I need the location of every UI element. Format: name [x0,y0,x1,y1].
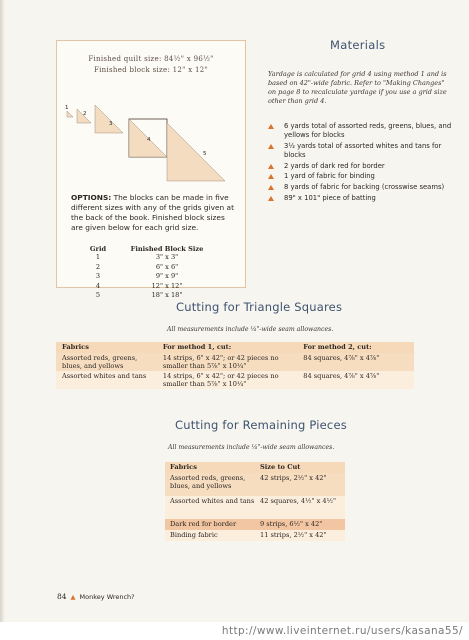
grid-block-size: 18" x 18" [151,291,183,300]
diagram-label-2: 2 [83,111,87,117]
cell-size: 42 strips, 2½" x 42" [260,474,327,482]
triangle-bullet-icon [268,185,274,190]
grid-header-grid: Grid [89,245,107,253]
header-method-1: For method 1, cut: [162,343,232,352]
materials-title: Materials [330,38,386,52]
options-text: The blocks can be made in five different sizes with any of the grids given at the back of the book. Finished block sizes are given below for each grid size. [71,193,234,232]
grid-block-size: 9" x 9" [155,272,179,281]
triangle-bullet-icon [268,124,274,129]
cutting-remaining-table [165,462,345,541]
triangle-bullet-icon [268,144,274,149]
cell-method-1: 14 strips, 6" x 42"; or 42 pieces no smaller than 5⅞" x 10¼" [162,372,279,389]
options-paragraph [71,193,237,233]
materials-item-text: 2 yards of dark red for border [284,161,385,170]
cutting-triangles-table [56,342,414,389]
table-row [165,496,345,519]
materials-item [268,142,454,160]
diagram-triangle-1 [67,111,73,117]
table-row [165,519,345,530]
grid-size-diagram [65,83,241,183]
page-footer [57,592,135,601]
cell-fabric: Binding fabric [170,531,218,540]
grid-number: 2 [95,262,101,271]
materials-intro: Yardage is calculated for grid 4 using method 1 and is based on 42"-wide fabric. Refer to "Making Changes" on page 8 to recalculate yardage if you use a grid size other than grid 4. [268,70,447,106]
page-spine-shadow [0,0,5,640]
triangle-bullet-icon [268,174,274,179]
grid-block-size: 12" x 12" [151,281,183,290]
table-row [56,353,414,371]
header-fabrics: Fabrics [62,343,89,352]
grid-block-size: 6" x 6" [155,262,179,271]
grid-table-row [77,253,227,263]
cell-method-2: 84 squares, 4⅞" x 4⅞" [303,372,380,380]
cutting-remaining-note: All measurements include ¼"-wide seam allowances. [168,444,335,451]
materials-item [268,183,454,192]
materials-item-text: 8 yards of fabric for backing (crosswise seams) [284,183,445,192]
grid-number: 4 [95,281,101,290]
table-header [56,342,414,353]
materials-item [268,122,454,140]
header-fabrics: Fabrics [170,463,197,472]
book-title: Monkey Wrench? [79,593,135,601]
diagram-label-4: 4 [147,137,151,143]
diagram-triangle-3 [95,105,123,133]
diagram-triangle-5 [167,123,225,181]
grid-number: 5 [95,291,101,300]
grid-table-row [77,282,227,292]
page-number: 84 [57,592,67,601]
materials-item-text: 6 yards total of assorted reds, greens, blues, and yellows for blocks [284,122,452,140]
materials-list [268,122,454,204]
cutting-triangles-title: Cutting for Triangle Squares [176,300,343,314]
grid-number: 3 [95,272,101,281]
materials-item [268,162,454,171]
triangle-bullet-icon [268,196,274,201]
materials-item [268,194,454,203]
grid-block-size: 3" x 3" [155,253,179,261]
header-method-2: For method 2, cut: [303,343,372,352]
cell-size: 9 strips, 6½" x 42" [260,520,323,529]
cell-fabric: Assorted whites and tans [62,372,147,380]
cutting-triangles-note: All measurements include ¼"-wide seam allowances. [167,326,334,333]
materials-item-text: 89" x 101" piece of batting [284,193,376,202]
materials-item-text: 1 yard of fabric for binding [284,172,375,181]
cell-fabric: Assorted whites and tans [170,497,255,505]
materials-item-text: 3½ yards total of assorted whites and tans for blocks [284,141,442,160]
grid-number: 1 [95,253,101,261]
table-row [165,530,345,541]
grid-table-header [77,245,227,253]
grid-table-row [77,263,227,273]
options-label: OPTIONS: [71,193,112,202]
header-size-to-cut: Size to Cut [260,463,301,472]
finished-block-size: Finished block size: 12" x 12" [93,66,208,74]
cell-fabric: Assorted reds, greens, blues, and yellows [170,474,246,491]
cell-method-1: 14 strips, 6" x 42"; or 42 pieces no smaller than 5⅞" x 10¼" [162,354,279,371]
table-row [165,473,345,496]
materials-item [268,172,454,181]
diagram-label-1: 1 [65,105,69,111]
cell-size: 42 squares, 4½" x 4½" [260,497,337,505]
table-header [165,462,345,473]
finished-quilt-size: Finished quilt size: 84½" x 96½" [88,55,214,63]
grid-header-size: Finished Block Size [130,245,204,253]
watermark-link[interactable]: http://www.liveinternet.ru/users/kasana55/ [0,622,469,640]
cell-fabric: Dark red for border [170,520,237,529]
grid-size-table [77,245,227,301]
table-row [56,371,414,389]
triangle-bullet-icon [268,164,274,169]
bullet-dot-icon: ▲ [70,593,76,601]
cell-size: 11 strips, 2½" x 42" [260,531,327,540]
cutting-remaining-title: Cutting for Remaining Pieces [175,418,347,432]
grid-table-row [77,272,227,282]
diagram-label-3: 3 [109,121,113,127]
diagram-label-5: 5 [203,151,207,157]
cell-method-2: 84 squares, 4⅞" x 4⅞" [303,354,380,362]
quilt-info-box [56,40,246,300]
cell-fabric: Assorted reds, greens, blues, and yellows [62,354,138,371]
